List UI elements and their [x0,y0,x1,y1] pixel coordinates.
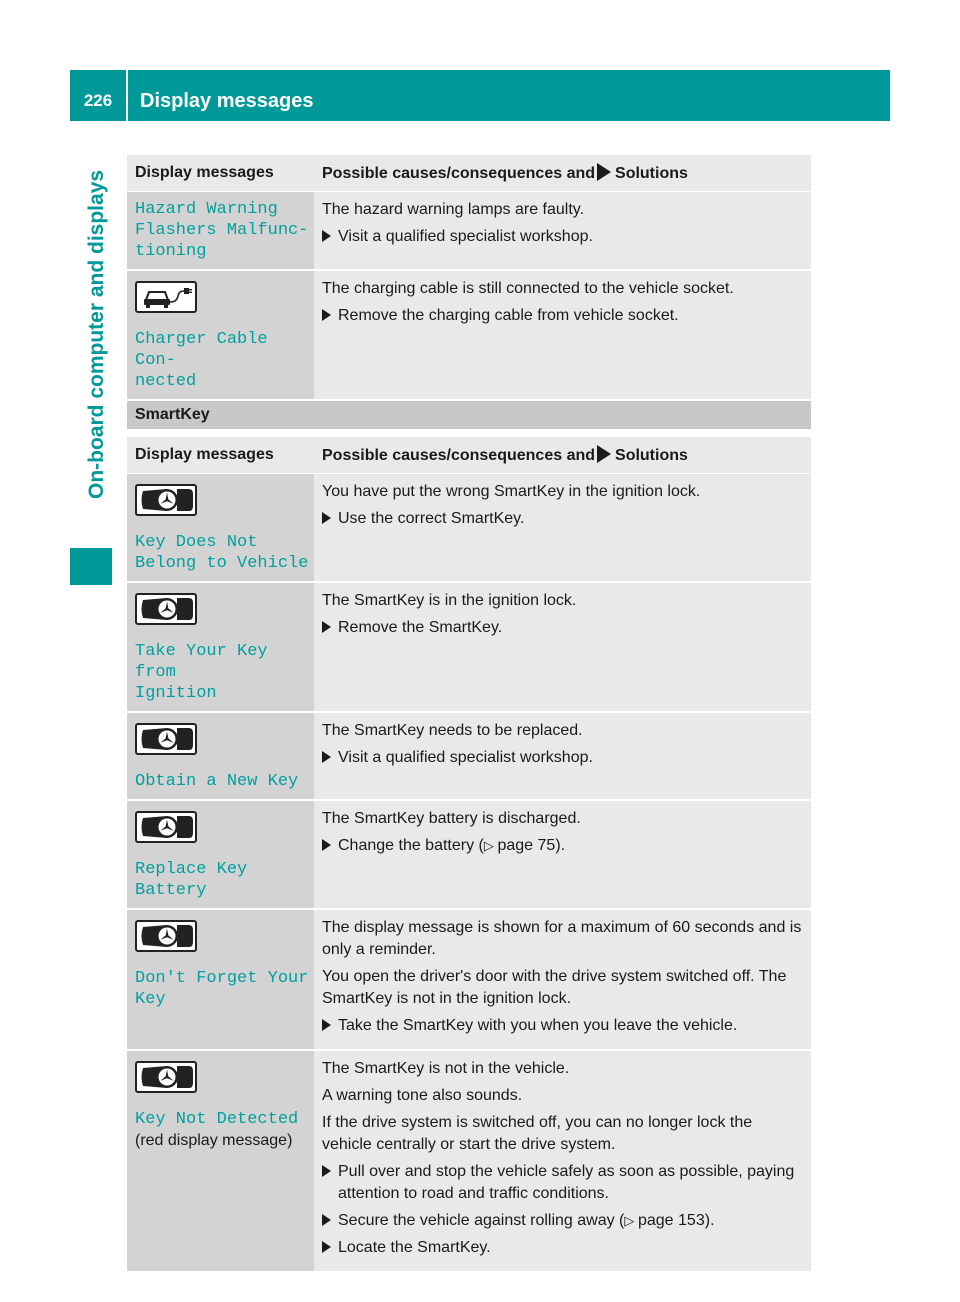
header-divider [126,70,128,121]
display-message-text: Replace Key Battery [135,860,248,900]
display-message-text: Take Your Key from [135,642,268,682]
display-message-text: Key Does Not [135,533,258,552]
cause-text: The SmartKey needs to be replaced. [322,722,583,739]
solution-cell [314,192,811,271]
solution-cell [314,474,811,583]
step-arrow-icon [322,839,331,851]
smartkey-icon [135,484,197,516]
cause-text: The SmartKey is not in the vehicle. [322,1060,570,1077]
smartkey-icon [135,1061,197,1093]
display-messages-table-smartkey [127,437,811,1273]
cause-text: The charging cable is still connected to the vehicle socket. [322,280,734,297]
table-header-row [127,437,811,474]
table-header-row [127,155,811,192]
cause-text: You have put the wrong SmartKey in the ignition lock. [322,483,701,500]
solution-cell [314,1050,811,1272]
table-row [127,909,811,1050]
solution-step [322,1161,805,1205]
display-message-text: Key [135,990,166,1009]
chapter-side-tab: On-board computer and displays [85,170,108,500]
cause-text: A warning tone also sounds. [322,1087,523,1104]
column-header-solutions-text: Solutions [615,165,688,182]
step-text: Visit a qualified specialist workshop. [338,749,593,766]
step-text: Secure the vehicle against rolling away ( [338,1212,625,1229]
smartkey-icon [135,811,197,843]
display-message-text: Belong to Vehicle [135,554,309,573]
column-header-messages: Display messages [127,437,314,474]
solution-step [322,1015,805,1037]
step-text-after: ). [704,1212,715,1229]
table-row [127,800,811,909]
solution-step [322,747,805,769]
display-message-text: nected [135,372,197,391]
page-ref-icon: ▷ [483,838,498,853]
section-heading-bar [127,401,811,429]
column-header-causes [314,437,811,474]
step-text: Remove the charging cable from vehicle socket. [338,307,679,324]
cause-text: The display message is shown for a maximum of 60 seconds and is only a reminder. [322,919,802,958]
step-arrow-icon [322,621,331,633]
step-text: Take the SmartKey with you when you leave the vehicle. [338,1017,738,1034]
step-text: Change the battery ( [338,837,484,854]
message-cell [127,192,314,271]
step-arrow-icon [322,1165,331,1177]
page-header [70,70,890,121]
display-message-text: Charger Cable Con- [135,330,268,370]
table-row [127,474,811,583]
page-ref-number[interactable]: 75 [537,837,556,854]
solution-cell [314,800,811,909]
display-message-text: Key Not Detected [135,1110,299,1129]
table-row [127,582,811,712]
charging-cable-icon [135,281,197,313]
cause-text: You open the driver's door with the drive system switched off. The SmartKey is not in the ignition lock. [322,968,787,1007]
message-cell [127,800,314,909]
display-message-text: tioning [135,242,207,261]
step-arrow-icon [322,751,331,763]
display-message-text: Obtain a New Key [135,772,299,791]
table-row [127,192,811,271]
smartkey-icon [135,920,197,952]
message-cell [127,474,314,583]
solution-cell [314,712,811,800]
solution-step [322,226,805,248]
arrow-right-icon [597,445,611,463]
cause-text: The SmartKey is in the ignition lock. [322,592,577,609]
cause-text: The SmartKey battery is discharged. [322,810,581,827]
message-cell [127,909,314,1050]
arrow-right-icon [597,163,611,181]
step-arrow-icon [322,309,331,321]
display-message-text: Hazard Warning [135,200,278,219]
page-ref-number[interactable]: 153 [678,1212,705,1229]
solution-step [322,1237,805,1259]
display-message-text: Don't Forget Your [135,969,309,988]
message-note: (red display message) [135,1132,293,1149]
step-text: Locate the SmartKey. [338,1239,491,1256]
chapter-tab-marker [70,548,112,585]
solution-step [322,305,805,327]
page-title: Display messages [140,90,314,112]
column-header-causes [314,155,811,192]
display-message-text: Ignition [135,684,217,703]
step-text: Use the correct SmartKey. [338,510,525,527]
display-message-text: Flashers Malfunc- [135,221,309,240]
section-title: SmartKey [135,406,210,423]
column-header-messages: Display messages [127,155,314,192]
page-number: 226 [83,91,113,110]
solution-step [322,617,805,639]
solution-step [322,1210,805,1232]
table-row [127,270,811,400]
page-ref-label[interactable]: page [637,1212,674,1229]
step-text: Pull over and stop the vehicle safely as soon as possible, paying attention to road and traffic conditions. [338,1163,795,1202]
solution-cell [314,909,811,1050]
table-row [127,1050,811,1272]
message-cell [127,712,314,800]
message-cell [127,1050,314,1272]
table-row [127,712,811,800]
message-cell [127,270,314,400]
column-header-causes-text: Possible causes/consequences and [322,165,596,182]
step-arrow-icon [322,230,331,242]
page-ref-icon: ▷ [624,1213,638,1228]
step-arrow-icon [322,1019,331,1031]
step-arrow-icon [322,1241,331,1253]
column-header-causes-text: Possible causes/consequences and [322,447,596,464]
display-messages-table-general [127,155,811,401]
step-text: Remove the SmartKey. [338,619,503,636]
solution-step [322,835,805,857]
solution-step [322,508,805,530]
message-cell [127,582,314,712]
solution-cell [314,270,811,400]
page-ref-label[interactable]: page [497,837,534,854]
smartkey-icon [135,593,197,625]
solution-cell [314,582,811,712]
step-arrow-icon [322,1214,331,1226]
column-header-solutions-text: Solutions [615,447,688,464]
step-text: Visit a qualified specialist workshop. [338,228,593,245]
smartkey-icon [135,723,197,755]
cause-text: If the drive system is switched off, you can no longer lock the vehicle centrally or start the drive system. [322,1114,753,1153]
cause-text: The hazard warning lamps are faulty. [322,201,585,218]
step-arrow-icon [322,512,331,524]
step-text-after: ). [555,837,566,854]
